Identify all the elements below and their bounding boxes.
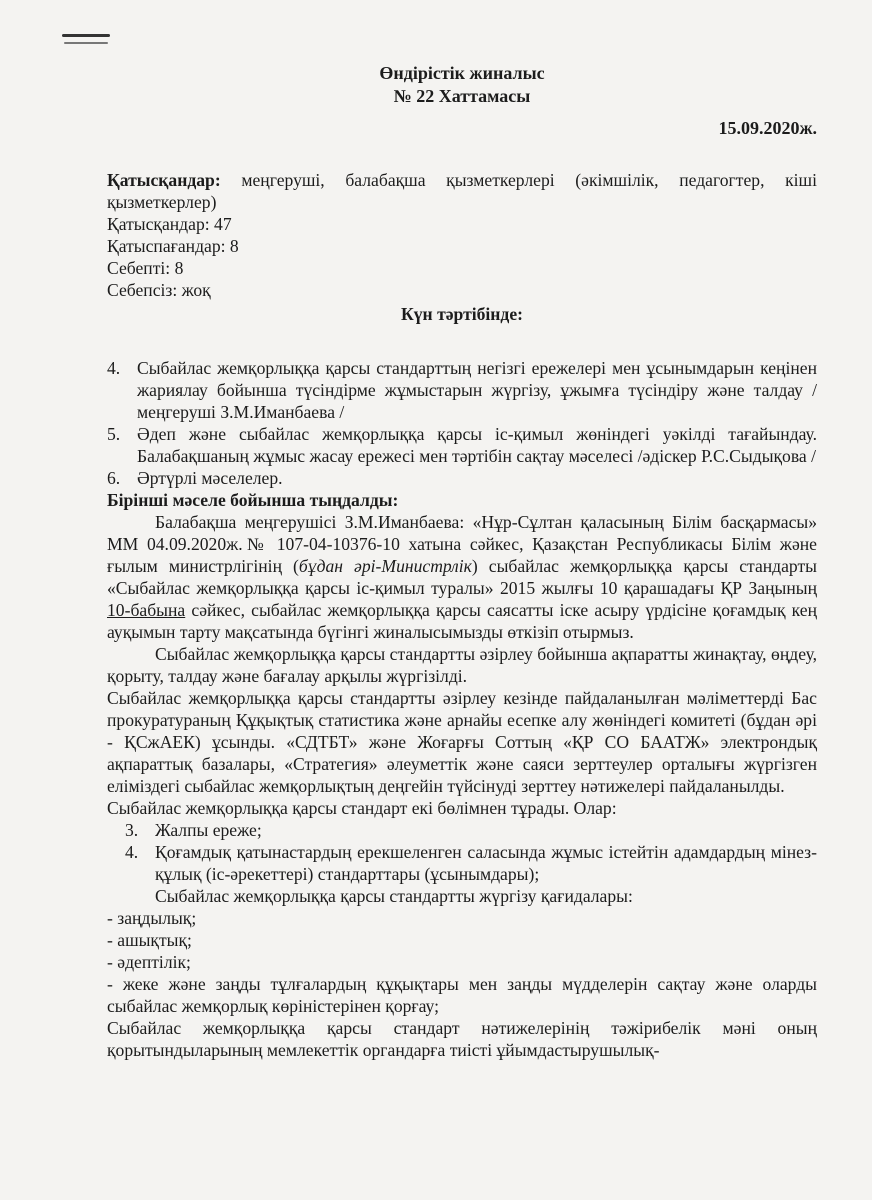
- agenda-item: [107, 357, 817, 423]
- agenda-item-number: 6.: [107, 468, 121, 488]
- staple-mark-shadow: [64, 42, 108, 44]
- document-date: 15.09.2020ж.: [718, 118, 817, 138]
- paragraph-6: Сыбайлас жемқорлыққа қарсы стандарт нәтижелерінің тәжірибелік мәні оның қорытындыларының мемлекеттік органдарға тиісті ұйымдастырушылық-: [107, 1018, 817, 1060]
- paragraph-2: Сыбайлас жемқорлыққа қарсы стандартты әзірлеу бойынша ақпаратты жинақтау, өңдеу, қорыту, талдау және бағалау арқылы жүргізілді.: [107, 644, 817, 686]
- participants-line: [107, 169, 817, 213]
- agenda-title: Күн тәртібінде:: [400, 304, 523, 324]
- section-item: [125, 841, 817, 885]
- protocol-number: № 22 Хаттамасы: [393, 86, 531, 106]
- participants-block: [107, 169, 817, 301]
- section-item-text: Жалпы ереже;: [155, 820, 262, 840]
- document-body: [107, 62, 817, 1061]
- agenda-item-text: Сыбайлас жемқорлыққа қарсы стандарттың негізгі ережелері мен ұсынымдарын кеңінен жариялау бойынша түсіндірме жұмыстарын жүргізу, ұжымға түсіндіру және талдау /меңгеруші З.М.Иманбаева /: [137, 358, 817, 422]
- paragraph-1-text-b: ) сыбайлас жемқорлыққа қарсы стандарты «Сыбайлас жемқорлыққа қарсы іс-қимыл туралы» 2015 жылғы 10 қарашадағы ҚР Заңының: [107, 556, 817, 598]
- paragraph-5: Сыбайлас жемқорлыққа қарсы стандартты жүргізу қағидалары:: [155, 886, 633, 906]
- section-item: [125, 819, 817, 841]
- paragraph-1-italic: бұдан әрі-Министрлік: [298, 556, 472, 576]
- principle-item: - ашықтық;: [107, 930, 192, 950]
- agenda-item-text: Әдеп және сыбайлас жемқорлыққа қарсы іс-қимыл жөніндегі уәкілді тағайындау. Балабақшаның жұмыс жасау ережесі мен тәртібін сақтау мәселесі /әдіскер Р.С.Сыдықова /: [137, 424, 817, 466]
- present-count: Қатысқандар: 47: [107, 214, 232, 234]
- paragraph-3: Сыбайлас жемқорлыққа қарсы стандартты әзірлеу кезінде пайдаланылған мәліметтерді Бас прокуратураның Құқықтық статистика және арнайы есепке алу жөніндегі комитеті (бұдан әрі - ҚСжАЕК) ұсынды. «СДТБТ» және Жоғарғы Соттың «ҚР СО БААТЖ» электрондық ақпараттық базалары, «Стратегия» әлеуметтік және саяси зерттеулер орталығы жүргізген еліміздегі сыбайлас жемқорлықтың деңгейін түйсінуді зерттеу нәтижелері пайдаланылды.: [107, 688, 817, 796]
- reason-count: Себепті: 8: [107, 258, 184, 278]
- paragraph-4: Сыбайлас жемқорлыққа қарсы стандарт екі бөлімнен тұрады. Олар:: [107, 798, 617, 818]
- participants-label: Қатысқандар:: [107, 170, 221, 190]
- principle-item: - әдептілік;: [107, 952, 191, 972]
- agenda-list: [107, 357, 817, 489]
- document-title: Өндірістік жиналыс: [379, 63, 545, 83]
- principle-item: - заңдылық;: [107, 908, 197, 928]
- agenda-item: [107, 423, 817, 467]
- paragraph-1-text-a: Балабақша меңгерушісі З.М.Иманбаева: «Нұр-Сұлтан қаласының Білім басқармасы» ММ 04.09.2020ж.№ 107-04-10376-10 хатына сәйкес, Қазақстан Республикасы Білім және ғылым министрлігінің (: [107, 512, 817, 576]
- principles-list: [107, 907, 817, 1017]
- section-item-number: 3.: [125, 820, 139, 840]
- staple-mark: [62, 34, 110, 37]
- paragraph-1: [107, 511, 817, 643]
- agenda-item-number: 5.: [107, 424, 121, 444]
- participants-text: меңгеруші, балабақша қызметкерлері (әкімшілік, педагогтер, кіші қызметкерлер): [107, 170, 817, 212]
- principle-item: - жеке және заңды тұлғалардың құқықтары мен заңды мүдделерін сақтау және оларды сыбайлас жемқорлық көріністерінен қорғау;: [107, 974, 817, 1016]
- agenda-item-text: Әртүрлі мәселелер.: [137, 468, 283, 488]
- first-issue-heading: Бірінші мәселе бойынша тыңдалды:: [107, 490, 399, 510]
- section-item-text: Қоғамдық қатынастардың ерекшеленген саласында жұмыс істейтін адамдардың мінез-құлық (іс-әрекеттері) стандарттары (ұсынымдары);: [155, 842, 817, 884]
- agenda-item-number: 4.: [107, 358, 121, 378]
- no-reason-count: Себепсіз: жоқ: [107, 280, 211, 300]
- absent-count: Қатыспағандар: 8: [107, 236, 239, 256]
- sections-list: [125, 819, 817, 885]
- article-reference: 10-бабына: [107, 600, 186, 620]
- agenda-item: [107, 467, 817, 489]
- section-item-number: 4.: [125, 842, 139, 862]
- paragraph-1-text-c: сәйкес, сыбайлас жемқорлыққа қарсы саясатты іске асыру үрдісіне қоғамдық кең ауқымын тарту мақсатында бүгінгі жиналысымызды өткізіп отырмыз.: [107, 600, 817, 642]
